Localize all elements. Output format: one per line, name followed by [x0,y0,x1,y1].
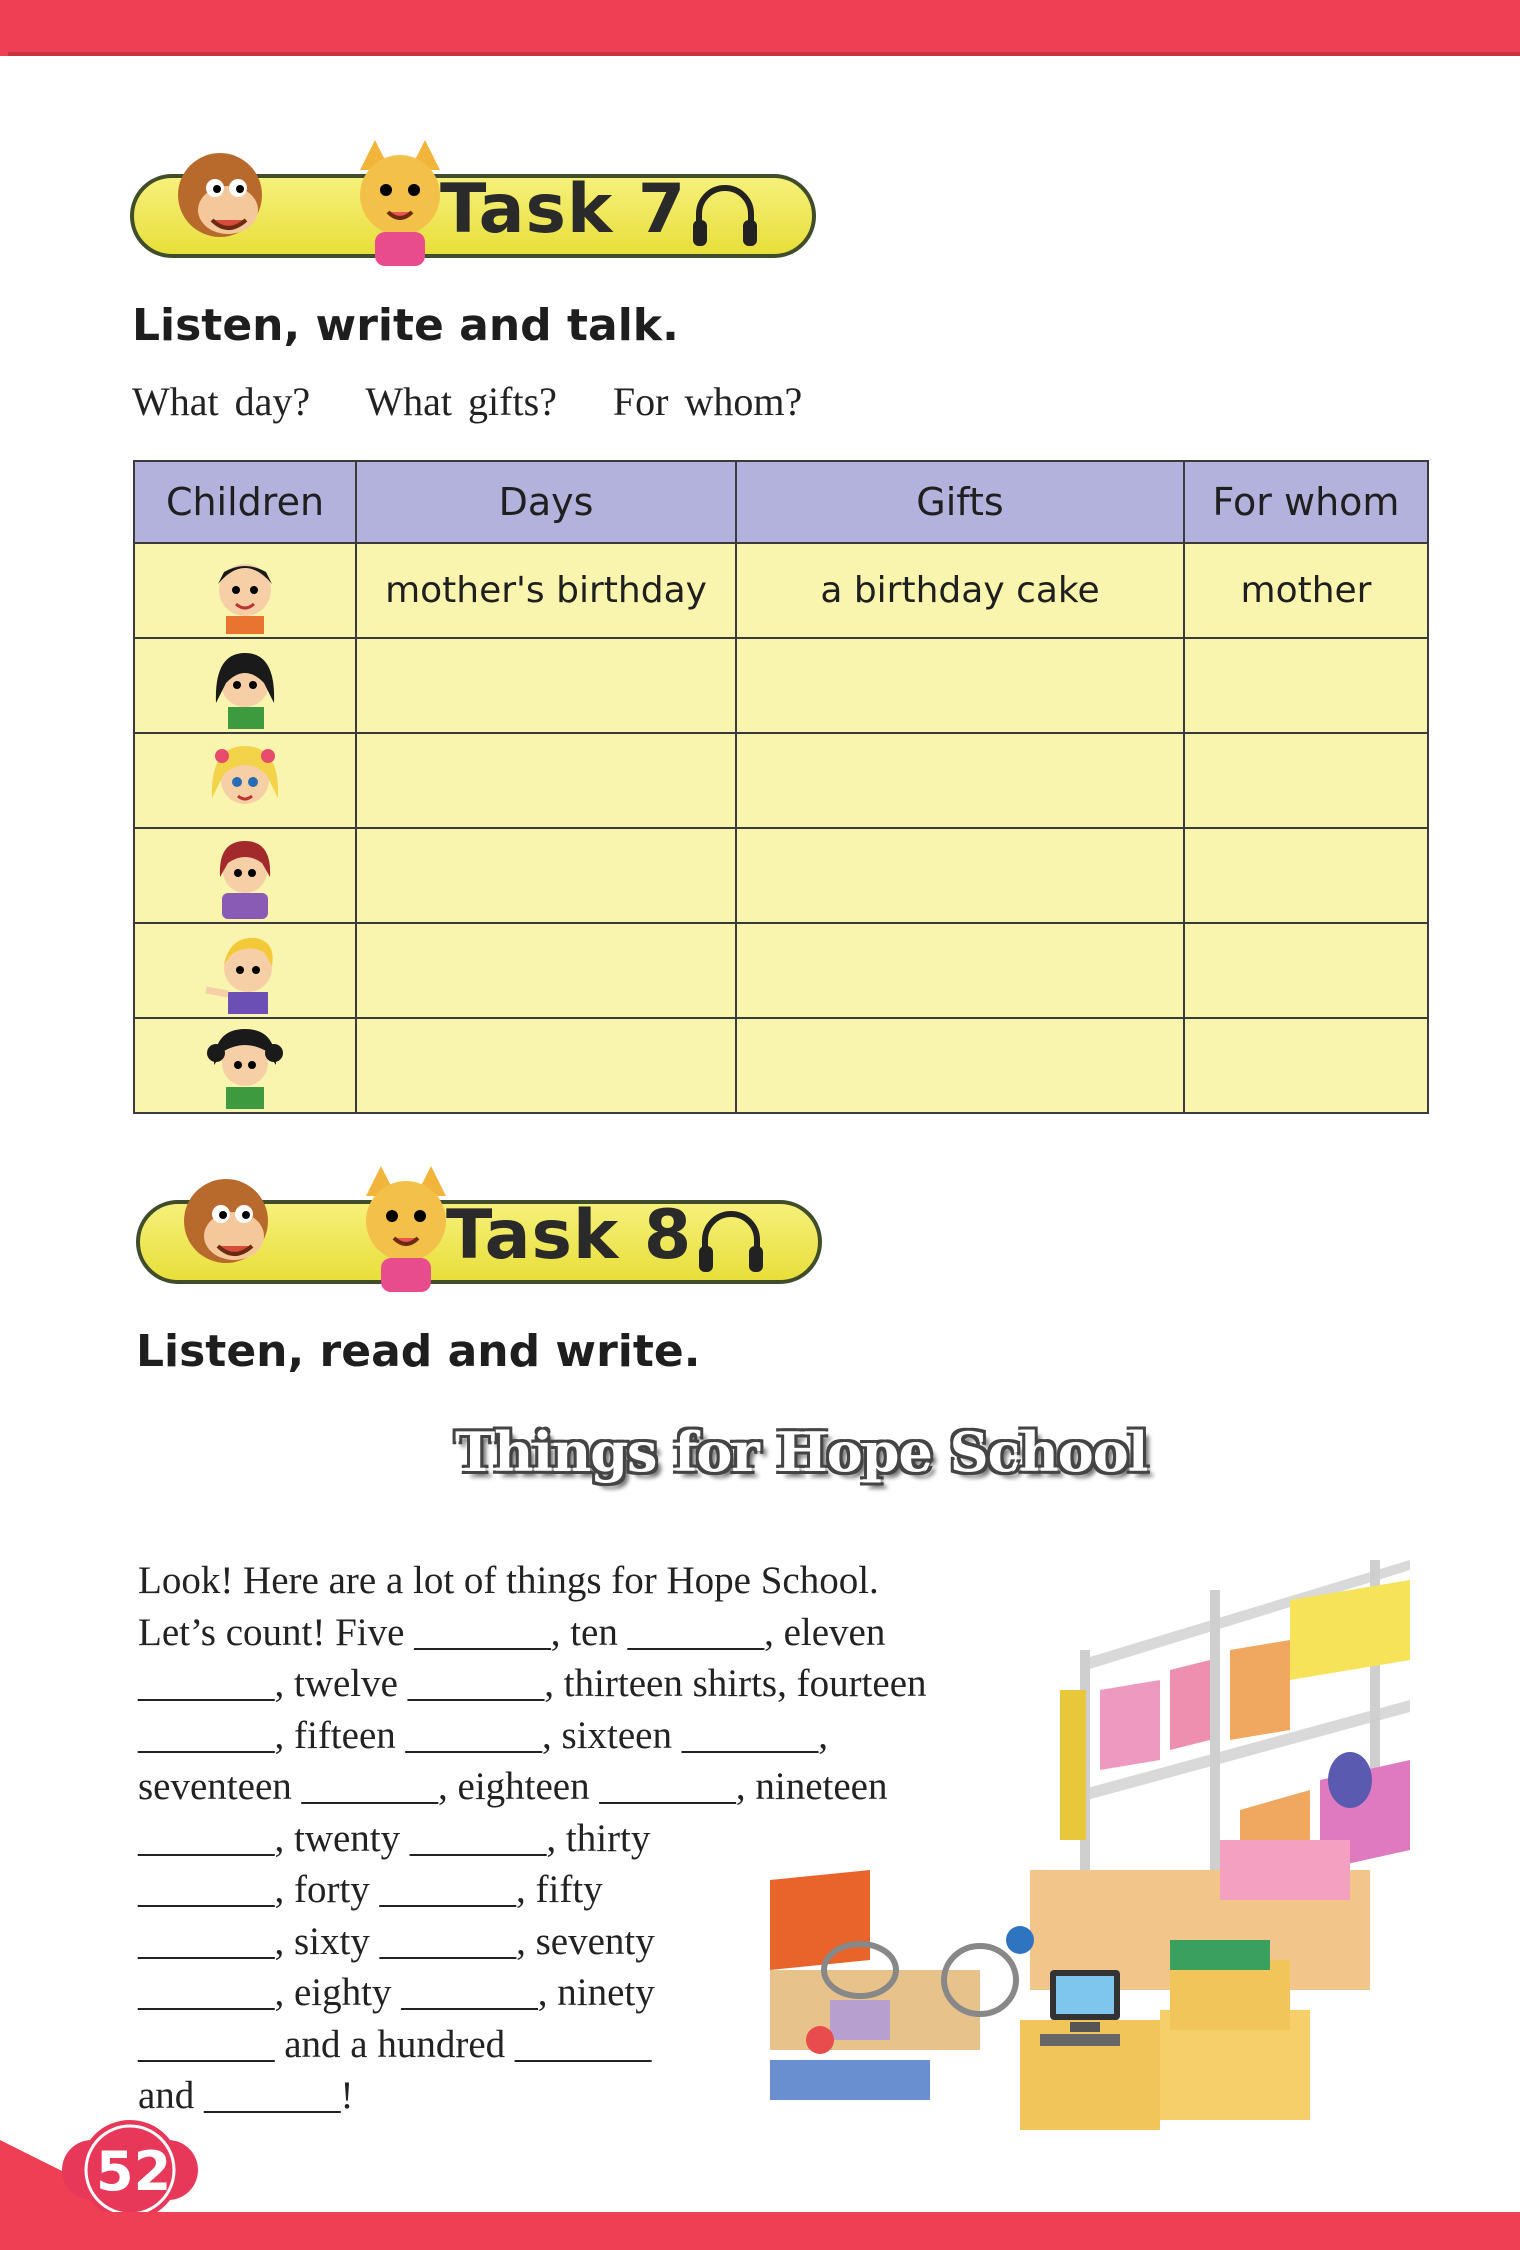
table-row [134,923,1428,1018]
question-prompts [132,378,842,425]
task-title: Task 7 [440,170,687,249]
passage-line: _______, twelve _______, thirteen shirts, fourteen [138,1662,927,1705]
clock-icon [806,2026,834,2054]
task8-instruction: Listen, read and write. [136,1326,701,1377]
question-whom: For whom? [612,379,803,424]
top-decorative-band [0,0,1520,56]
gifts-cell[interactable] [736,733,1184,828]
top-divider [8,52,1520,56]
clock-icon [1006,1926,1034,1954]
page-number: 52 [96,2140,172,2203]
header-for-whom: For whom [1184,461,1428,543]
whom-cell[interactable] [1184,733,1428,828]
gifts-cell[interactable] [736,828,1184,923]
child-cell [134,733,356,828]
task8-banner [136,1186,826,1286]
task7-banner [130,160,820,260]
backpack-icon [1328,1752,1372,1808]
table-row [134,1018,1428,1113]
headphones-icon [691,1206,771,1276]
passage-line: _______, twenty _______, thirty [138,1816,651,1860]
question-day: What day? [132,379,311,424]
blonde-girl-avatar-icon [200,738,290,824]
gifts-table [133,460,1429,1114]
dark-hair-girl-avatar-icon [200,1023,290,1109]
keyboard-icon [1040,2034,1120,2046]
table-row [134,543,1428,638]
story-title: Things for Hope School [455,1420,1148,1484]
child-cell [134,1018,356,1113]
header-children: Children [134,461,356,543]
whom-cell[interactable] [1184,828,1428,923]
whom-cell[interactable] [1184,1018,1428,1113]
whom-cell: mother [1184,543,1428,638]
question-gifts: What gifts? [365,379,557,424]
table-row [134,638,1428,733]
days-cell[interactable] [356,1018,736,1113]
passage-line: Look! Here are a lot of things for Hope School. [138,1559,879,1602]
child-cell [134,828,356,923]
blond-boy-avatar-icon [200,928,290,1014]
monkey-mascot-icon [150,140,310,270]
boy-avatar-icon [200,548,290,634]
days-cell[interactable] [356,923,736,1018]
whom-cell[interactable] [1184,923,1428,1018]
whom-cell[interactable] [1184,638,1428,733]
gifts-cell: a birthday cake [736,543,1184,638]
calculator-icon [770,2060,930,2100]
child-cell [134,923,356,1018]
child-cell [134,638,356,733]
days-cell[interactable] [356,638,736,733]
gifts-cell[interactable] [736,923,1184,1018]
school-supplies-illustration [770,1540,1410,2140]
gifts-cell[interactable] [736,1018,1184,1113]
header-days: Days [356,461,736,543]
passage-line: _______, eighty _______, ninety [138,1971,655,2014]
banner-sign-icon [1060,1690,1086,1840]
headphones-icon [685,180,765,250]
table-header-row [134,461,1428,543]
passage-line: _______, forty _______, fifty [138,1868,603,1911]
box-icon [1220,1840,1350,1900]
child-cell [134,543,356,638]
passage-line: seventeen _______, eighteen _______, nineteen [138,1765,888,1808]
days-cell[interactable] [356,733,736,828]
gifts-cell[interactable] [736,638,1184,733]
days-cell: mother's birthday [356,543,736,638]
book-stack-icon [1170,1940,1270,1970]
passage-line: _______ and a hundred _______ [138,2022,652,2066]
table-row [134,733,1428,828]
task-title: Task 8 [446,1196,693,1275]
passage-line: Let’s count! Five _______, ten _______, eleven [138,1610,886,1654]
box-icon [1170,1660,1210,1750]
monkey-mascot-icon [156,1166,316,1296]
bottom-decorative-band [0,2212,1520,2250]
header-gifts: Gifts [736,461,1184,543]
table-row [134,828,1428,923]
girl-avatar-icon [200,643,290,729]
redhead-girl-avatar-icon [200,833,290,919]
task7-instruction: Listen, write and talk. [132,300,679,351]
days-cell[interactable] [356,828,736,923]
passage-line: and _______! [138,2074,354,2117]
passage-line: _______, fifteen _______, sixteen _______, [138,1713,828,1757]
passage-line: _______, sixty _______, seventy [138,1919,655,1963]
